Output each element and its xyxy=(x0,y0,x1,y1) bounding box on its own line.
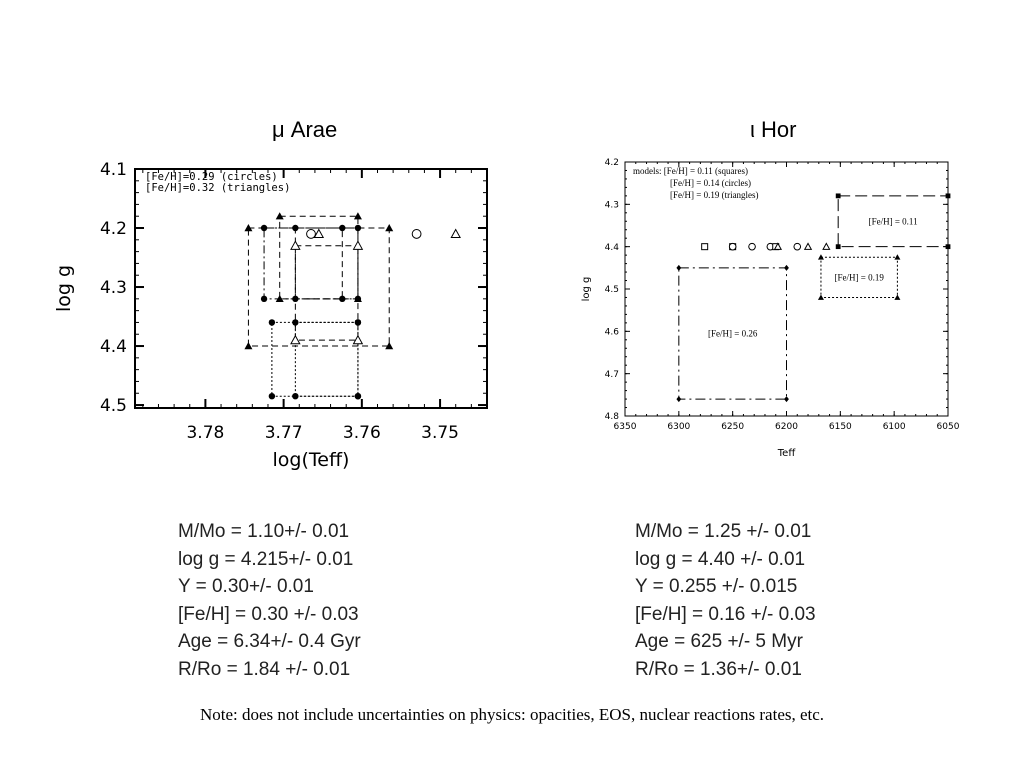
footnote: Note: does not include uncertainties on physics: opacities, EOS, nuclear reactions rates, etc. xyxy=(199,705,825,724)
chart-title-iota-hor: ι Hor xyxy=(750,117,797,142)
chart-iota-hor xyxy=(560,150,980,460)
marker-filled-triangle xyxy=(818,294,824,299)
legend-entry: models: [Fe/H] = 0.11 (squares) xyxy=(633,166,748,176)
y-tick-label: 4.5 xyxy=(99,395,127,416)
marker-filled-diamond xyxy=(676,265,681,271)
error-box xyxy=(295,246,358,340)
marker-filled-square xyxy=(946,244,951,249)
marker-open-triangle xyxy=(291,336,300,344)
x-tick-label: 3.77 xyxy=(264,423,303,443)
marker-open-triangle xyxy=(354,241,363,249)
marker-open-square xyxy=(702,244,708,250)
y-tick-label: 4.2 xyxy=(604,158,619,169)
y-tick-label: 4.3 xyxy=(604,200,619,211)
param-line: Age = 6.34+/- 0.4 Gyr xyxy=(178,631,361,652)
params-iota-hor xyxy=(635,518,816,683)
marker-filled-circle xyxy=(269,319,275,325)
x-tick-label: 6250 xyxy=(721,422,745,432)
marker-open-circle xyxy=(729,243,736,250)
plot-frame xyxy=(135,169,487,408)
y-tick-label: 4.8 xyxy=(604,412,619,423)
legend-entry: [Fe/H] = 0.19 (triangles) xyxy=(670,190,759,200)
y-tick-label: 4.2 xyxy=(99,218,127,239)
x-tick-label: 6050 xyxy=(936,422,960,432)
x-tick-label: 6150 xyxy=(828,422,852,432)
param-line: [Fe/H] = 0.30 +/- 0.03 xyxy=(178,603,359,625)
marker-open-circle xyxy=(794,243,801,250)
marker-filled-square xyxy=(836,244,841,249)
marker-filled-diamond xyxy=(784,396,789,402)
box-label: [Fe/H] = 0.19 xyxy=(834,272,884,283)
params-mu-arae xyxy=(178,518,361,683)
chart-title-mu-arae: μ Arae xyxy=(272,117,338,142)
param-line: Y = 0.30+/- 0.01 xyxy=(178,576,314,597)
y-tick-label: 4.7 xyxy=(604,369,619,380)
y-tick-label: 4.6 xyxy=(604,327,619,338)
x-tick-label: 3.75 xyxy=(421,423,459,443)
marker-open-triangle xyxy=(451,230,460,238)
x-axis-title: Teff xyxy=(777,448,796,459)
chart-mu-arae xyxy=(40,150,500,480)
legend-entry: [Fe/H]=0.32 (triangles) xyxy=(145,182,291,194)
x-tick-label: 3.76 xyxy=(342,423,381,443)
x-axis-title: log(Teff) xyxy=(272,449,350,471)
marker-filled-triangle xyxy=(818,254,824,259)
error-box xyxy=(272,322,358,396)
param-line: M/Mo = 1.25 +/- 0.01 xyxy=(635,521,812,542)
param-line: [Fe/H] = 0.16 +/- 0.03 xyxy=(635,603,816,625)
param-line: M/Mo = 1.10+/- 0.01 xyxy=(178,521,350,542)
x-tick-label: 6300 xyxy=(667,422,691,432)
error-box xyxy=(295,228,342,299)
marker-filled-triangle xyxy=(894,294,900,299)
marker-filled-circle xyxy=(269,393,275,399)
marker-open-triangle xyxy=(805,243,812,249)
marker-filled-diamond xyxy=(676,396,681,402)
error-box xyxy=(295,322,358,396)
param-line: R/Ro = 1.36+/- 0.01 xyxy=(635,658,802,680)
marker-open-circle xyxy=(749,243,756,250)
y-tick-label: 4.4 xyxy=(604,242,619,253)
x-tick-label: 6350 xyxy=(613,422,637,432)
marker-filled-triangle xyxy=(244,342,252,349)
marker-filled-circle xyxy=(261,225,267,231)
param-line: log g = 4.40 +/- 0.01 xyxy=(635,548,806,570)
marker-filled-circle xyxy=(355,393,361,399)
y-tick-label: 4.4 xyxy=(99,336,127,357)
marker-filled-square xyxy=(946,193,951,198)
marker-filled-triangle xyxy=(894,254,900,259)
y-tick-label: 4.1 xyxy=(99,159,127,180)
y-tick-label: 4.5 xyxy=(604,285,619,296)
legend-entry: [Fe/H]=0.29 (circles) xyxy=(145,171,278,183)
legend-entry: [Fe/H] = 0.14 (circles) xyxy=(670,178,752,188)
marker-open-circle xyxy=(307,230,316,239)
marker-filled-circle xyxy=(292,393,298,399)
y-axis-title: log g xyxy=(53,264,75,313)
box-label: [Fe/H] = 0.11 xyxy=(868,216,918,227)
marker-open-circle xyxy=(412,230,421,239)
y-axis-title: log g xyxy=(581,276,592,302)
param-line: Y = 0.255 +/- 0.015 xyxy=(635,576,798,597)
box-label: [Fe/H] = 0.26 xyxy=(708,328,758,339)
x-tick-label: 3.78 xyxy=(186,423,225,443)
marker-filled-square xyxy=(836,193,841,198)
marker-filled-circle xyxy=(355,225,361,231)
marker-filled-circle xyxy=(261,296,267,302)
x-tick-label: 6100 xyxy=(882,422,906,432)
marker-open-triangle xyxy=(823,243,830,249)
param-line: Age = 625 +/- 5 Myr xyxy=(635,631,803,652)
marker-filled-diamond xyxy=(784,265,789,271)
param-line: R/Ro = 1.84 +/- 0.01 xyxy=(178,658,351,680)
y-tick-label: 4.3 xyxy=(99,277,127,298)
marker-filled-triangle xyxy=(385,224,393,231)
param-line: log g = 4.215+/- 0.01 xyxy=(178,548,354,570)
x-tick-label: 6200 xyxy=(775,422,798,432)
